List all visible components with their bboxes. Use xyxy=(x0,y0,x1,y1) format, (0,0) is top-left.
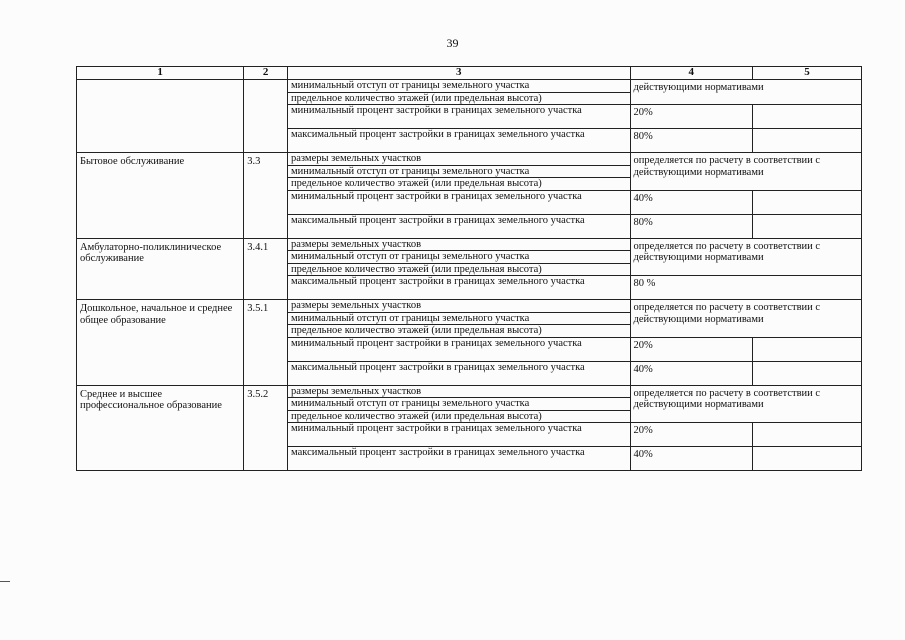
min-build-value: 40% xyxy=(630,190,752,214)
empty-cell xyxy=(752,214,861,238)
param-min-build: минимальный процент застройки в границах земельного участка xyxy=(288,423,631,447)
table-row xyxy=(77,238,862,251)
use-code-cell: 3.5.2 xyxy=(244,385,288,471)
param-min-offset: минимальный отступ от границы земельного участка xyxy=(288,398,631,411)
use-name-cell: Бытовое обслуживание xyxy=(77,153,244,239)
norm-text-cell: определяется по расчету в соответствии с действующими нормативами xyxy=(630,300,861,338)
min-build-value: 20% xyxy=(630,337,752,361)
max-build-value: 40% xyxy=(630,447,752,471)
empty-cell xyxy=(752,337,861,361)
norm-text-cell: действующими нормативами xyxy=(630,80,861,105)
empty-cell xyxy=(752,190,861,214)
use-name-cell xyxy=(77,80,244,153)
norm-text-cell: определяется по расчету в соответствии с действующими нормативами xyxy=(630,385,861,423)
table-row xyxy=(77,80,862,93)
max-build-value: 80 % xyxy=(630,276,861,300)
param-sizes: размеры земельных участков xyxy=(288,300,631,313)
empty-cell xyxy=(752,129,861,153)
param-max-floors: предельное количество этажей (или предельная высота) xyxy=(288,92,631,105)
col-header-3: 3 xyxy=(288,67,631,80)
use-name-cell: Дошкольное, начальное и среднее общее образование xyxy=(77,300,244,386)
land-use-table xyxy=(76,66,862,471)
param-min-offset: минимальный отступ от границы земельного участка xyxy=(288,165,631,178)
header-row xyxy=(77,67,862,80)
col-header-5: 5 xyxy=(752,67,861,80)
param-max-build: максимальный процент застройки в границах земельного участка xyxy=(288,276,631,300)
use-code-cell: 3.3 xyxy=(244,153,288,239)
norm-text-cell: определяется по расчету в соответствии с действующими нормативами xyxy=(630,153,861,191)
max-build-value: 80% xyxy=(630,129,752,153)
col-header-4: 4 xyxy=(630,67,752,80)
param-min-build: минимальный процент застройки в границах земельного участка xyxy=(288,337,631,361)
margin-mark xyxy=(0,581,10,582)
param-min-build: минимальный процент застройки в границах земельного участка xyxy=(288,105,631,129)
table-row xyxy=(77,385,862,398)
norm-text-cell: определяется по расчету в соответствии с действующими нормативами xyxy=(630,238,861,276)
table-row xyxy=(77,300,862,313)
min-build-value: 20% xyxy=(630,105,752,129)
param-min-build: минимальный процент застройки в границах земельного участка xyxy=(288,190,631,214)
min-build-value: 20% xyxy=(630,423,752,447)
use-code-cell: 3.4.1 xyxy=(244,238,288,300)
param-max-floors: предельное количество этажей (или предельная высота) xyxy=(288,263,631,276)
use-code-cell: 3.5.1 xyxy=(244,300,288,386)
param-max-floors: предельное количество этажей (или предельная высота) xyxy=(288,178,631,191)
col-header-1: 1 xyxy=(77,67,244,80)
use-name-cell: Среднее и высшее профессиональное образование xyxy=(77,385,244,471)
empty-cell xyxy=(752,423,861,447)
param-min-offset: минимальный отступ от границы земельного участка xyxy=(288,80,631,93)
use-code-cell xyxy=(244,80,288,153)
param-max-build: максимальный процент застройки в границах земельного участка xyxy=(288,129,631,153)
max-build-value: 40% xyxy=(630,361,752,385)
param-sizes: размеры земельных участков xyxy=(288,153,631,166)
param-max-build: максимальный процент застройки в границах земельного участка xyxy=(288,214,631,238)
max-build-value: 80% xyxy=(630,214,752,238)
param-max-floors: предельное количество этажей (или предельная высота) xyxy=(288,325,631,338)
param-max-build: максимальный процент застройки в границах земельного участка xyxy=(288,447,631,471)
param-max-build: максимальный процент застройки в границах земельного участка xyxy=(288,361,631,385)
empty-cell xyxy=(752,105,861,129)
use-name-cell: Амбулаторно-поликлиническое обслуживание xyxy=(77,238,244,300)
param-sizes: размеры земельных участков xyxy=(288,238,631,251)
param-max-floors: предельное количество этажей (или предельная высота) xyxy=(288,410,631,423)
col-header-2: 2 xyxy=(244,67,288,80)
param-min-offset: минимальный отступ от границы земельного участка xyxy=(288,251,631,264)
empty-cell xyxy=(752,447,861,471)
page-number: 39 xyxy=(446,36,459,50)
empty-cell xyxy=(752,361,861,385)
param-sizes: размеры земельных участков xyxy=(288,385,631,398)
param-min-offset: минимальный отступ от границы земельного участка xyxy=(288,312,631,325)
table-row xyxy=(77,153,862,166)
